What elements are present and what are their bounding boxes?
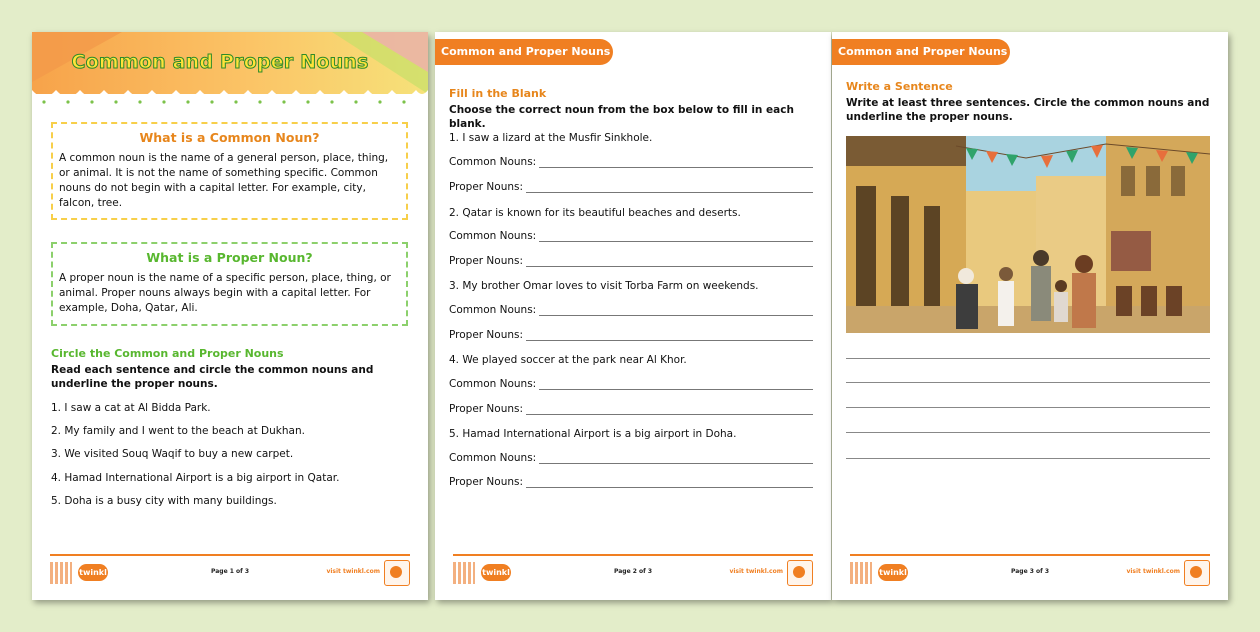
writing-line[interactable] [846, 432, 1210, 433]
answer-line[interactable] [539, 157, 813, 168]
answer-line[interactable] [539, 453, 813, 464]
section-instructions: Write at least three sentences. Circle the common nouns and underline the proper nouns. [846, 97, 1210, 123]
page-number: Page 3 of 3 [1011, 568, 1049, 575]
answer-line[interactable] [526, 404, 813, 415]
proper-noun-answer [449, 181, 813, 193]
answer-line[interactable] [539, 305, 813, 316]
common-noun-definition: A common noun is the name of a general person, place, thing, or animal. It is not the name of something specific. Common nouns do not begin with a capital letter. For example, city, falcon, tree. [59, 152, 389, 209]
sentence-item: 2. My family and I went to the beach at Dukhan. [51, 425, 305, 437]
proper-noun-answer [449, 476, 813, 488]
sentence-item: 3. We visited Souq Waqif to buy a new carpet. [51, 448, 294, 460]
answer-line[interactable] [526, 182, 813, 193]
section-instructions: Read each sentence and circle the common nouns and underline the proper nouns. [51, 364, 374, 390]
page-footer [850, 554, 1210, 586]
sentence-item: 1. I saw a cat at Al Bidda Park. [51, 402, 211, 414]
common-noun-heading: What is a Common Noun? [139, 130, 320, 145]
section-title: Circle the Common and Proper Nouns [51, 347, 284, 360]
proper-label: Proper Nouns: [449, 476, 524, 488]
common-noun-answer [449, 304, 813, 316]
page-header-tab: Common and Proper Nouns [435, 39, 613, 65]
common-label: Common Nouns: [449, 378, 537, 390]
section-instructions: Choose the correct noun from the box below to fill in each blank. [449, 104, 794, 130]
proper-noun-answer [449, 255, 813, 267]
page-footer [50, 554, 410, 586]
worksheet-page-1 [32, 32, 428, 600]
proper-label: Proper Nouns: [449, 403, 524, 415]
twinkl-logo: twinkl [78, 564, 108, 581]
website-link[interactable]: visit twinkl.com [326, 568, 380, 575]
common-noun-answer [449, 230, 813, 242]
answer-line[interactable] [539, 379, 813, 390]
worksheet-page-3 [832, 32, 1228, 600]
common-noun-answer [449, 452, 813, 464]
answer-line[interactable] [526, 256, 813, 267]
sentence-item: 5. Doha is a busy city with many buildings. [51, 495, 277, 507]
twinkl-logo: twinkl [878, 564, 908, 581]
writing-line[interactable] [846, 382, 1210, 383]
proper-label: Proper Nouns: [449, 181, 524, 193]
proper-label: Proper Nouns: [449, 255, 524, 267]
page-header-tab: Common and Proper Nouns [832, 39, 1010, 65]
sentence-item: 4. Hamad International Airport is a big airport in Qatar. [51, 472, 340, 484]
souq-street-illustration [846, 136, 1210, 333]
common-noun-answer [449, 156, 813, 168]
website-link[interactable]: visit twinkl.com [729, 568, 783, 575]
page-footer [453, 554, 813, 586]
common-noun-answer [449, 378, 813, 390]
section-title: Write a Sentence [846, 80, 953, 93]
proper-label: Proper Nouns: [449, 329, 524, 341]
common-noun-box [51, 122, 408, 220]
sentence-item: 3. My brother Omar loves to visit Torba Farm on weekends. [449, 280, 759, 292]
worksheet-title: Common and Proper Nouns [71, 51, 369, 73]
proper-noun-box [51, 242, 408, 326]
website-link[interactable]: visit twinkl.com [1126, 568, 1180, 575]
writing-line[interactable] [846, 358, 1210, 359]
circle-nouns-section [51, 347, 414, 391]
sentence-item: 5. Hamad International Airport is a big airport in Doha. [449, 428, 737, 440]
write-sentence-section [846, 80, 1214, 124]
common-label: Common Nouns: [449, 156, 537, 168]
badge-icon [384, 560, 410, 586]
worksheet-page-2 [435, 32, 831, 600]
badge-icon [1184, 560, 1210, 586]
answer-line[interactable] [526, 477, 813, 488]
section-title: Fill in the Blank [449, 87, 547, 100]
proper-noun-heading: What is a Proper Noun? [146, 250, 313, 265]
proper-noun-definition: A proper noun is the name of a specific person, place, thing, or animal. Proper nouns always begin with a capital letter. For example, Doha, Qatar, Ali. [59, 272, 391, 314]
common-label: Common Nouns: [449, 304, 537, 316]
page-number: Page 2 of 3 [614, 568, 652, 575]
sentence-item: 1. I saw a lizard at the Musfir Sinkhole. [449, 132, 653, 144]
badge-icon [787, 560, 813, 586]
proper-noun-answer [449, 403, 813, 415]
common-label: Common Nouns: [449, 452, 537, 464]
page-number: Page 1 of 3 [211, 568, 249, 575]
fill-blank-section [449, 87, 817, 131]
answer-line[interactable] [526, 330, 813, 341]
writing-line[interactable] [846, 458, 1210, 459]
proper-noun-answer [449, 329, 813, 341]
twinkl-logo: twinkl [481, 564, 511, 581]
sentence-item: 4. We played soccer at the park near Al Khor. [449, 354, 687, 366]
common-label: Common Nouns: [449, 230, 537, 242]
writing-line[interactable] [846, 407, 1210, 408]
sentence-item: 2. Qatar is known for its beautiful beaches and deserts. [449, 207, 741, 219]
answer-line[interactable] [539, 231, 813, 242]
